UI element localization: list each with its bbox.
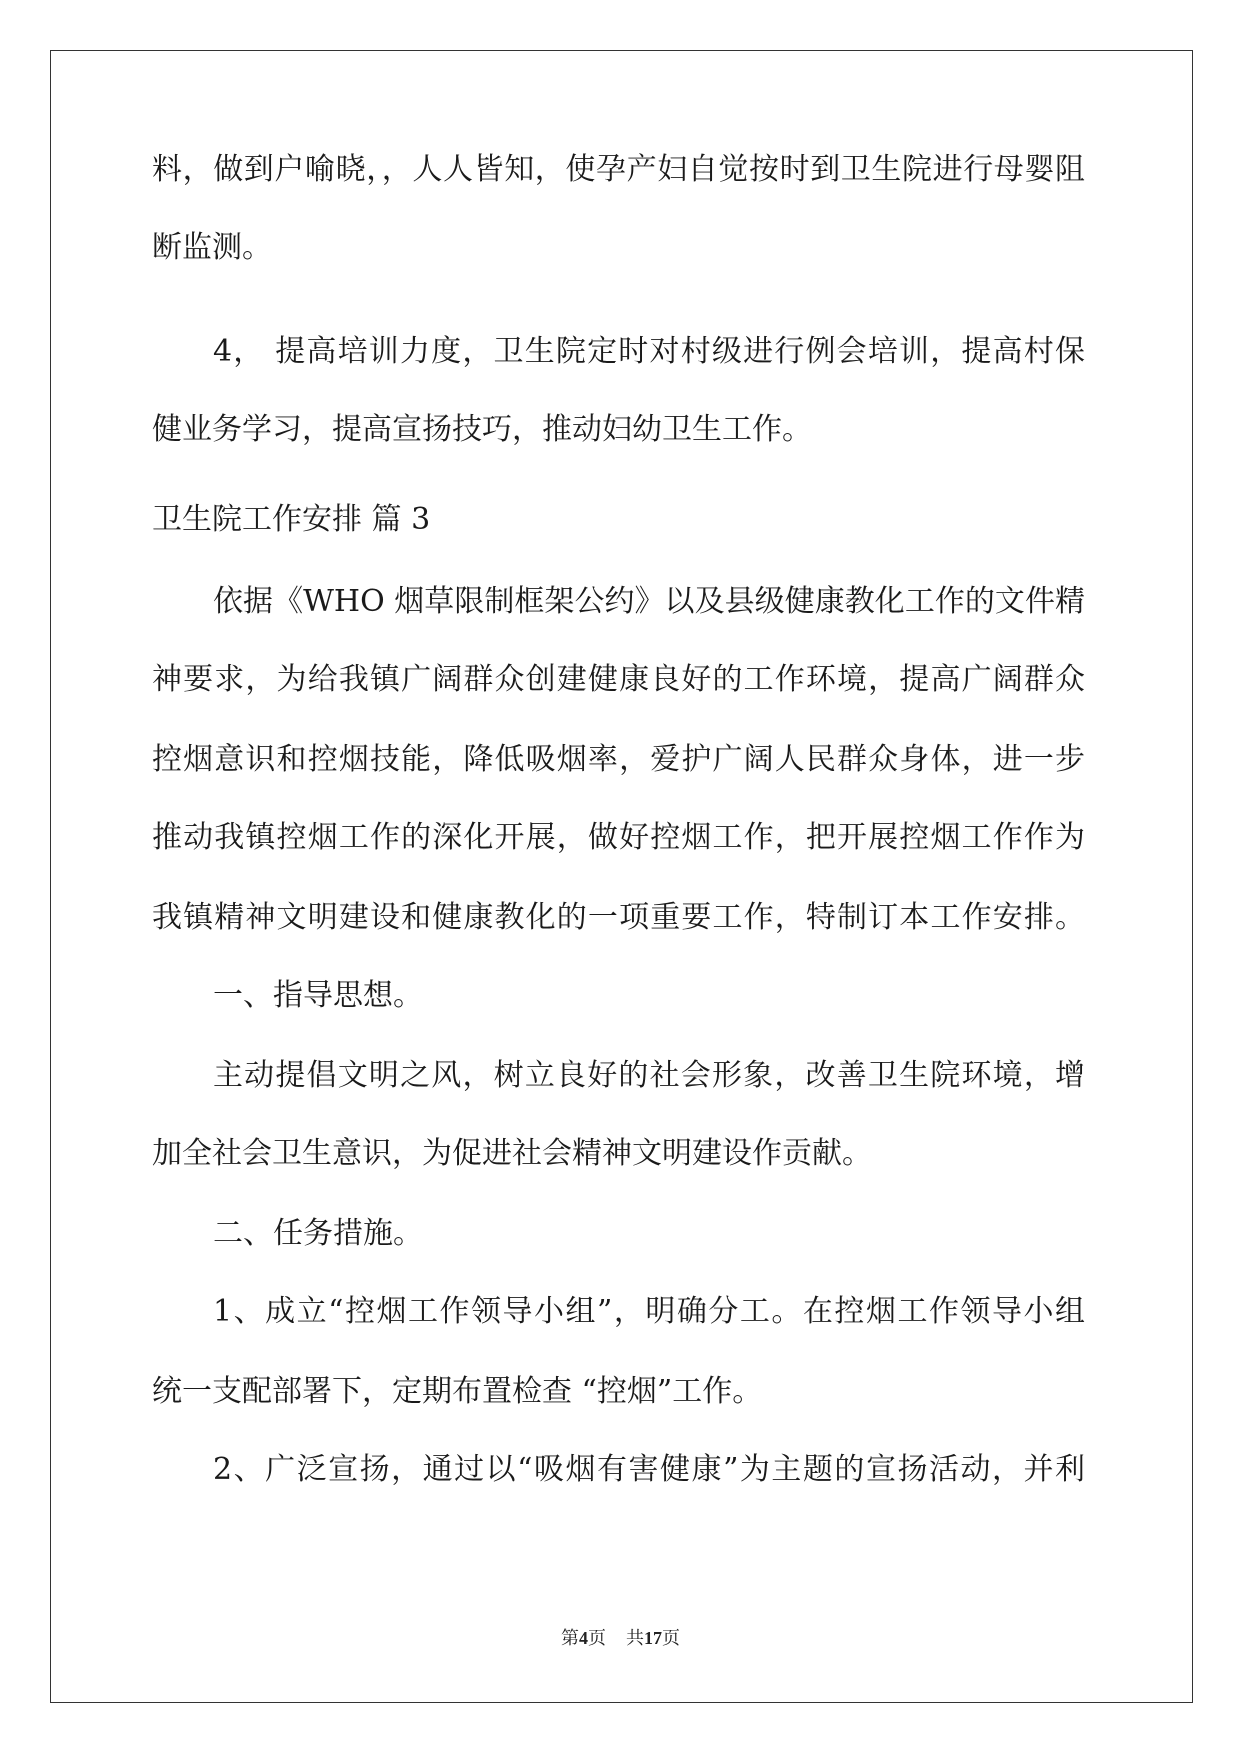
footer-page-total: 17 (644, 1628, 662, 1648)
footer-page-suffix: 页 (588, 1628, 606, 1649)
body-line: 健业务学习，提高宣扬技巧，推动妇幼卫生工作。 (152, 412, 812, 447)
body-line: 统一支配部署下，定期布置检查 “控烟”工作。 (152, 1374, 763, 1409)
footer-total-prefix: 共 (626, 1628, 644, 1649)
body-line: 1、成立“控烟工作领导小组”，明确分工。在控烟工作领导小组 (213, 1294, 1085, 1329)
footer-total-suffix: 页 (662, 1628, 680, 1649)
body-line: 2、广泛宣扬，通过以“吸烟有害健康”为主题的宣扬活动，并利 (213, 1452, 1085, 1487)
subheading: 一、指导思想。 (213, 978, 423, 1013)
body-line: 加全社会卫生意识，为促进社会精神文明建设作贡献。 (152, 1136, 872, 1171)
body-line: 推动我镇控烟工作的深化开展，做好控烟工作，把开展控烟工作作为 (152, 820, 1085, 855)
footer-page-prefix: 第 (561, 1628, 579, 1649)
body-line: 依据《WHO 烟草限制框架公约》以及县级健康教化工作的文件精 (213, 584, 1085, 619)
subheading: 二、任务措施。 (213, 1216, 423, 1251)
page-footer (0, 1626, 1241, 1651)
body-line: 神要求，为给我镇广阔群众创建健康良好的工作环境，提高广阔群众 (152, 662, 1085, 697)
body-line: 主动提倡文明之风，树立良好的社会形象，改善卫生院环境，增 (213, 1058, 1085, 1093)
footer-page-current: 4 (579, 1628, 588, 1648)
body-line: 料，做到户喻晓，，人人皆知，使孕产妇自觉按时到卫生院进行母婴阻 (152, 152, 1085, 187)
body-line: 断监测。 (152, 230, 272, 265)
body-line: 控烟意识和控烟技能，降低吸烟率，爱护广阔人民群众身体，进一步 (152, 742, 1085, 777)
body-line: 4， 提高培训力度，卫生院定时对村级进行例会培训，提高村保 (213, 334, 1085, 369)
section-heading: 卫生院工作安排 篇 3 (152, 502, 431, 537)
body-line: 我镇精神文明建设和健康教化的一项重要工作，特制订本工作安排。 (152, 900, 1085, 935)
